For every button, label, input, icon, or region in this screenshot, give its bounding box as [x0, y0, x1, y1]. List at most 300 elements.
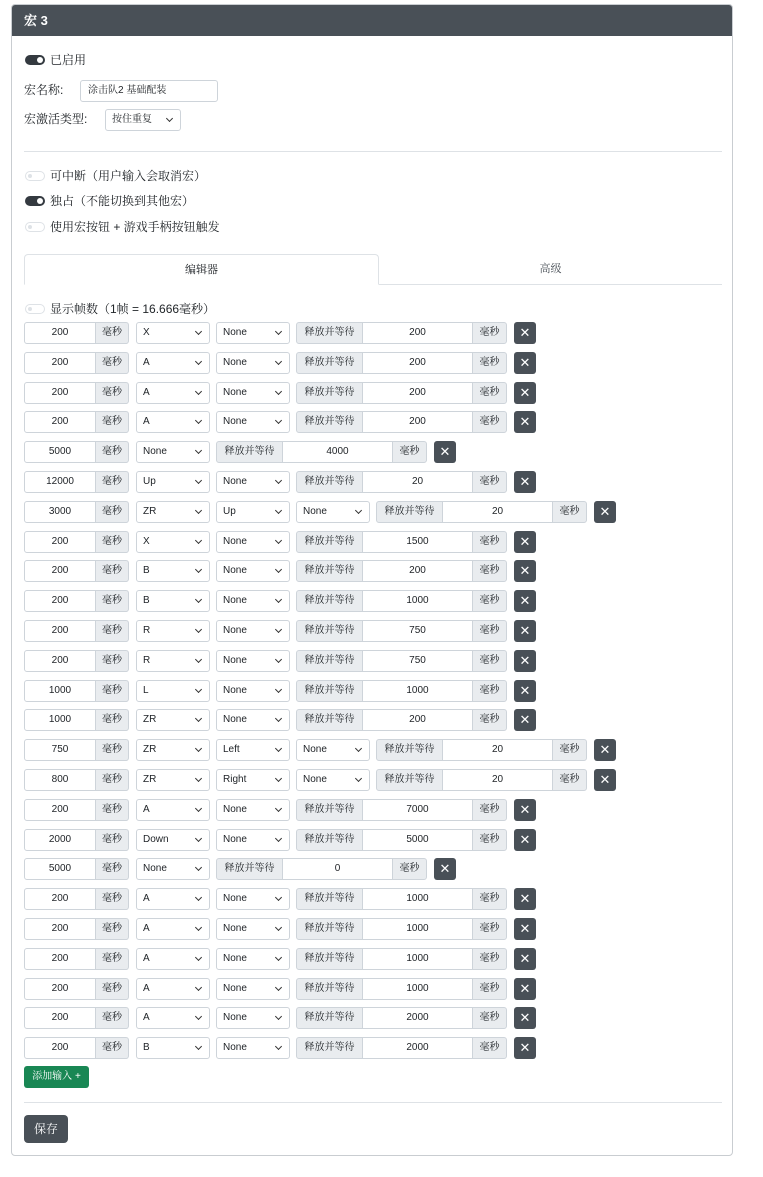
button-select[interactable]: [136, 620, 210, 642]
chevron-down-icon: [195, 775, 202, 782]
interruptible-label: 可中断（用户输入会取消宏）: [50, 169, 207, 183]
button-select[interactable]: [136, 322, 210, 344]
duration-unit: 毫秒: [95, 680, 129, 702]
button-select-value: A: [143, 923, 150, 934]
button-select-value: Right: [223, 774, 247, 785]
button-select-value: None: [223, 625, 247, 636]
wait-unit: 毫秒: [472, 382, 507, 404]
button-select-value: L: [143, 685, 149, 696]
button-select-value: X: [143, 327, 150, 338]
add-input-button[interactable]: 添加输入 +: [24, 1066, 89, 1088]
wait-input[interactable]: 750: [362, 620, 473, 642]
button-select[interactable]: [136, 382, 210, 404]
delete-row-button[interactable]: ✕: [514, 1037, 536, 1059]
wait-input[interactable]: 750: [362, 650, 473, 672]
button-select[interactable]: [136, 471, 210, 493]
button-select[interactable]: [216, 709, 290, 731]
chevron-down-icon: [275, 626, 282, 633]
chevron-down-icon: [275, 417, 282, 424]
delete-row-button[interactable]: ✕: [514, 709, 536, 731]
wait-unit: 毫秒: [472, 322, 507, 344]
duration-input[interactable]: 200: [24, 411, 96, 433]
wait-input[interactable]: 200: [362, 560, 473, 582]
duration-input[interactable]: 1000: [24, 680, 96, 702]
button-select[interactable]: [296, 739, 370, 761]
chevron-down-icon: [275, 1043, 282, 1050]
button-select-value: None: [223, 804, 247, 815]
chevron-down-icon: [195, 507, 202, 514]
button-select[interactable]: [136, 978, 210, 1000]
wait-unit: 毫秒: [392, 441, 427, 463]
wait-unit: 毫秒: [472, 829, 507, 851]
button-select-value: None: [223, 1012, 247, 1023]
chevron-down-icon: [195, 1013, 202, 1020]
button-select-value: B: [143, 595, 150, 606]
button-select[interactable]: [136, 709, 210, 731]
button-select-value: None: [223, 357, 247, 368]
button-select[interactable]: [136, 918, 210, 940]
button-select[interactable]: [136, 531, 210, 553]
release-wait-label: 释放并等待: [296, 590, 363, 612]
duration-input[interactable]: 2000: [24, 829, 96, 851]
duration-unit: 毫秒: [95, 560, 129, 582]
table-row: [24, 769, 644, 791]
duration-unit: 毫秒: [95, 411, 129, 433]
release-wait-label: 释放并等待: [216, 441, 283, 463]
button-select[interactable]: [216, 411, 290, 433]
button-select[interactable]: [136, 411, 210, 433]
duration-input[interactable]: 200: [24, 1007, 96, 1029]
wait-unit: 毫秒: [472, 799, 507, 821]
duration-input[interactable]: 200: [24, 1037, 96, 1059]
button-select-value: None: [223, 565, 247, 576]
combo-trigger-label: 使用宏按钮 + 游戏手柄按钮触发: [50, 220, 220, 234]
chevron-down-icon: [195, 656, 202, 663]
button-select-value: A: [143, 893, 150, 904]
duration-input[interactable]: 200: [24, 948, 96, 970]
duration-input[interactable]: 1000: [24, 709, 96, 731]
duration-input[interactable]: 12000: [24, 471, 96, 493]
chevron-down-icon: [355, 507, 362, 514]
duration-input[interactable]: 200: [24, 560, 96, 582]
button-select[interactable]: [216, 829, 290, 851]
chevron-down-icon: [195, 596, 202, 603]
release-wait-label: 释放并等待: [376, 501, 443, 523]
release-wait-label: 释放并等待: [376, 739, 443, 761]
delete-row-button[interactable]: ✕: [514, 411, 536, 433]
wait-input[interactable]: 20: [442, 739, 553, 761]
delete-row-button[interactable]: ✕: [514, 322, 536, 344]
chevron-down-icon: [195, 715, 202, 722]
duration-unit: 毫秒: [95, 948, 129, 970]
delete-row-button[interactable]: ✕: [514, 352, 536, 374]
chevron-down-icon: [195, 984, 202, 991]
chevron-down-icon: [195, 805, 202, 812]
button-select-value: None: [303, 744, 327, 755]
show-frames-label: 显示帧数（1帧 = 16.666毫秒）: [50, 302, 216, 316]
wait-input[interactable]: 200: [362, 411, 473, 433]
release-wait-label: 释放并等待: [296, 680, 363, 702]
duration-input[interactable]: 200: [24, 799, 96, 821]
release-wait-label: 释放并等待: [296, 352, 363, 374]
button-select-value: Up: [223, 506, 236, 517]
release-wait-label: 释放并等待: [296, 888, 363, 910]
duration-input[interactable]: 750: [24, 739, 96, 761]
button-select[interactable]: [296, 501, 370, 523]
macro-name-label: 宏名称:: [24, 83, 64, 97]
wait-unit: 毫秒: [472, 560, 507, 582]
delete-row-button[interactable]: ✕: [514, 978, 536, 1000]
delete-row-button[interactable]: ✕: [514, 560, 536, 582]
duration-input[interactable]: 200: [24, 978, 96, 1000]
button-select[interactable]: [216, 501, 290, 523]
wait-unit: 毫秒: [552, 739, 587, 761]
button-select-value: R: [143, 625, 151, 636]
interruptible-toggle[interactable]: [25, 171, 45, 181]
release-wait-label: 释放并等待: [296, 322, 363, 344]
wait-unit: 毫秒: [472, 948, 507, 970]
delete-row-button[interactable]: ✕: [594, 501, 616, 523]
wait-input[interactable]: 200: [362, 709, 473, 731]
release-wait-label: 释放并等待: [296, 411, 363, 433]
chevron-down-icon: [195, 537, 202, 544]
card-header-title: 宏 3: [12, 5, 732, 36]
delete-row-button[interactable]: ✕: [434, 858, 456, 880]
table-row: [24, 888, 644, 910]
duration-unit: 毫秒: [95, 650, 129, 672]
wait-unit: 毫秒: [472, 1007, 507, 1029]
button-select[interactable]: [136, 769, 210, 791]
button-select[interactable]: [216, 978, 290, 1000]
wait-unit: 毫秒: [472, 709, 507, 731]
wait-input[interactable]: 1000: [362, 888, 473, 910]
button-select-value: None: [303, 506, 327, 517]
duration-input[interactable]: 200: [24, 590, 96, 612]
wait-input[interactable]: 0: [282, 858, 393, 880]
release-wait-label: 释放并等待: [296, 709, 363, 731]
button-select[interactable]: [216, 769, 290, 791]
chevron-down-icon: [195, 686, 202, 693]
button-select[interactable]: [216, 680, 290, 702]
chevron-down-icon: [275, 775, 282, 782]
button-select-value: None: [223, 714, 247, 725]
button-select[interactable]: [216, 352, 290, 374]
button-select[interactable]: [136, 650, 210, 672]
duration-unit: 毫秒: [95, 471, 129, 493]
wait-unit: 毫秒: [472, 531, 507, 553]
duration-unit: 毫秒: [95, 501, 129, 523]
wait-input[interactable]: 20: [442, 769, 553, 791]
wait-input[interactable]: 2000: [362, 1007, 473, 1029]
duration-input[interactable]: 3000: [24, 501, 96, 523]
duration-input[interactable]: 200: [24, 531, 96, 553]
delete-row-button[interactable]: ✕: [514, 799, 536, 821]
button-select-value: A: [143, 357, 150, 368]
button-select-value: Down: [143, 834, 169, 845]
button-select-value: ZR: [143, 774, 157, 785]
duration-input[interactable]: 200: [24, 322, 96, 344]
release-wait-label: 释放并等待: [296, 948, 363, 970]
table-row: [24, 441, 644, 463]
button-select-value: A: [143, 983, 150, 994]
button-select[interactable]: [136, 590, 210, 612]
release-wait-label: 释放并等待: [296, 829, 363, 851]
button-select-value: A: [143, 1012, 150, 1023]
button-select-value: None: [223, 834, 247, 845]
chevron-down-icon: [195, 924, 202, 931]
table-row: [24, 948, 644, 970]
duration-input[interactable]: 200: [24, 620, 96, 642]
table-row: [24, 680, 644, 702]
duration-unit: 毫秒: [95, 799, 129, 821]
table-row: [24, 322, 644, 344]
button-select[interactable]: [216, 382, 290, 404]
table-row: [24, 978, 644, 1000]
macro-name-input[interactable]: 涂击队2 基础配装: [80, 80, 218, 102]
table-row: [24, 858, 644, 880]
button-select[interactable]: [136, 560, 210, 582]
duration-input[interactable]: 200: [24, 650, 96, 672]
button-select[interactable]: [216, 799, 290, 821]
release-wait-label: 释放并等待: [296, 471, 363, 493]
chevron-down-icon: [355, 745, 362, 752]
wait-unit: 毫秒: [472, 352, 507, 374]
chevron-down-icon: [275, 388, 282, 395]
button-select[interactable]: [296, 769, 370, 791]
chevron-down-icon: [275, 656, 282, 663]
button-select-value: B: [143, 1042, 150, 1053]
button-select[interactable]: [216, 531, 290, 553]
wait-unit: 毫秒: [472, 650, 507, 672]
chevron-down-icon: [195, 1043, 202, 1050]
button-select[interactable]: [216, 322, 290, 344]
delete-row-button[interactable]: ✕: [514, 471, 536, 493]
delete-row-button[interactable]: ✕: [514, 888, 536, 910]
button-select[interactable]: [136, 888, 210, 910]
chevron-down-icon: [195, 417, 202, 424]
button-select-value: None: [223, 1042, 247, 1053]
button-select[interactable]: [136, 829, 210, 851]
save-button[interactable]: 保存: [24, 1115, 68, 1143]
button-select-value: Left: [223, 744, 240, 755]
button-select[interactable]: [136, 739, 210, 761]
button-select[interactable]: [136, 352, 210, 374]
button-select-value: A: [143, 804, 150, 815]
chevron-down-icon: [275, 745, 282, 752]
button-select-value: None: [143, 446, 167, 457]
table-row: [24, 471, 644, 493]
wait-unit: 毫秒: [472, 590, 507, 612]
button-select[interactable]: [216, 739, 290, 761]
release-wait-label: 释放并等待: [216, 858, 283, 880]
chevron-down-icon: [195, 835, 202, 842]
duration-input[interactable]: 200: [24, 382, 96, 404]
release-wait-label: 释放并等待: [296, 799, 363, 821]
button-select[interactable]: [216, 650, 290, 672]
button-select[interactable]: [216, 948, 290, 970]
duration-unit: 毫秒: [95, 829, 129, 851]
delete-row-button[interactable]: ✕: [514, 590, 536, 612]
wait-unit: 毫秒: [472, 918, 507, 940]
chevron-down-icon: [275, 954, 282, 961]
duration-input[interactable]: 200: [24, 918, 96, 940]
chevron-down-icon: [195, 328, 202, 335]
button-select[interactable]: [216, 1007, 290, 1029]
button-select-value: None: [143, 863, 167, 874]
tab-editor[interactable]: 编辑器: [24, 254, 379, 285]
button-select[interactable]: [136, 680, 210, 702]
button-select[interactable]: [216, 918, 290, 940]
table-row: [24, 411, 644, 433]
button-select[interactable]: [136, 501, 210, 523]
show-frames-toggle[interactable]: [25, 304, 45, 314]
duration-unit: 毫秒: [95, 888, 129, 910]
delete-row-button[interactable]: ✕: [514, 1007, 536, 1029]
delete-row-button[interactable]: ✕: [514, 948, 536, 970]
duration-unit: 毫秒: [95, 531, 129, 553]
delete-row-button[interactable]: ✕: [594, 739, 616, 761]
chevron-down-icon: [275, 984, 282, 991]
duration-input[interactable]: 200: [24, 888, 96, 910]
wait-input[interactable]: 2000: [362, 1037, 473, 1059]
activation-type-label: 宏激活类型:: [24, 112, 88, 126]
button-select-value: None: [223, 655, 247, 666]
chevron-down-icon: [275, 715, 282, 722]
release-wait-label: 释放并等待: [296, 918, 363, 940]
release-wait-label: 释放并等待: [296, 650, 363, 672]
chevron-down-icon: [275, 1013, 282, 1020]
chevron-down-icon: [195, 626, 202, 633]
activation-type-select[interactable]: [105, 109, 181, 131]
chevron-down-icon: [195, 745, 202, 752]
button-select-value: ZR: [143, 714, 157, 725]
delete-row-button[interactable]: ✕: [594, 769, 616, 791]
combo-trigger-toggle[interactable]: [25, 222, 45, 232]
button-select-value: None: [223, 327, 247, 338]
duration-unit: 毫秒: [95, 709, 129, 731]
chevron-down-icon: [275, 894, 282, 901]
button-select[interactable]: [216, 590, 290, 612]
chevron-down-icon: [275, 924, 282, 931]
duration-input[interactable]: 5000: [24, 858, 96, 880]
button-select[interactable]: [136, 1007, 210, 1029]
release-wait-label: 释放并等待: [296, 1007, 363, 1029]
duration-input[interactable]: 800: [24, 769, 96, 791]
wait-input[interactable]: 200: [362, 322, 473, 344]
chevron-down-icon: [195, 447, 202, 454]
table-row: [24, 739, 644, 761]
chevron-down-icon: [195, 894, 202, 901]
delete-row-button[interactable]: ✕: [514, 382, 536, 404]
wait-input[interactable]: 200: [362, 352, 473, 374]
table-row: [24, 650, 644, 672]
button-select[interactable]: [216, 888, 290, 910]
table-row: [24, 531, 644, 553]
chevron-down-icon: [275, 328, 282, 335]
delete-row-button[interactable]: ✕: [514, 680, 536, 702]
button-select[interactable]: [216, 471, 290, 493]
wait-unit: 毫秒: [552, 769, 587, 791]
delete-row-button[interactable]: ✕: [514, 650, 536, 672]
duration-unit: 毫秒: [95, 918, 129, 940]
button-select-value: None: [223, 476, 247, 487]
button-select-value: ZR: [143, 506, 157, 517]
chevron-down-icon: [275, 835, 282, 842]
button-select-value: None: [223, 387, 247, 398]
duration-unit: 毫秒: [95, 1007, 129, 1029]
delete-row-button[interactable]: ✕: [514, 918, 536, 940]
wait-unit: 毫秒: [472, 680, 507, 702]
wait-input[interactable]: 20: [442, 501, 553, 523]
button-select-value: A: [143, 953, 150, 964]
button-select[interactable]: [136, 799, 210, 821]
button-select[interactable]: [136, 858, 210, 880]
table-row: [24, 1007, 644, 1029]
delete-row-button[interactable]: ✕: [514, 531, 536, 553]
duration-unit: 毫秒: [95, 1037, 129, 1059]
wait-unit: 毫秒: [472, 471, 507, 493]
release-wait-label: 释放并等待: [296, 560, 363, 582]
button-select[interactable]: [136, 948, 210, 970]
wait-input[interactable]: 7000: [362, 799, 473, 821]
chevron-down-icon: [166, 115, 173, 122]
wait-input[interactable]: 200: [362, 382, 473, 404]
wait-input[interactable]: 5000: [362, 829, 473, 851]
wait-input[interactable]: 1000: [362, 590, 473, 612]
wait-input[interactable]: 1000: [362, 948, 473, 970]
table-row: [24, 1037, 644, 1059]
button-select[interactable]: [136, 441, 210, 463]
delete-row-button[interactable]: ✕: [514, 620, 536, 642]
release-wait-label: 释放并等待: [296, 978, 363, 1000]
button-select-value: B: [143, 565, 150, 576]
button-select-value: None: [223, 923, 247, 934]
duration-input[interactable]: 200: [24, 352, 96, 374]
tab-advanced[interactable]: 高级: [539, 263, 562, 275]
chevron-down-icon: [195, 477, 202, 484]
duration-unit: 毫秒: [95, 858, 129, 880]
button-select-value: None: [223, 983, 247, 994]
button-select-value: A: [143, 416, 150, 427]
chevron-down-icon: [275, 358, 282, 365]
chevron-down-icon: [275, 566, 282, 573]
button-select-value: X: [143, 536, 150, 547]
table-row: [24, 560, 644, 582]
wait-input[interactable]: 20: [362, 471, 473, 493]
exclusive-toggle[interactable]: [25, 196, 45, 206]
wait-input[interactable]: 1000: [362, 978, 473, 1000]
button-select-value: None: [223, 685, 247, 696]
button-select-value: None: [223, 536, 247, 547]
wait-input[interactable]: 1000: [362, 680, 473, 702]
wait-input[interactable]: 1000: [362, 918, 473, 940]
wait-input[interactable]: 4000: [282, 441, 393, 463]
enabled-toggle[interactable]: [25, 55, 45, 65]
button-select[interactable]: [216, 560, 290, 582]
delete-row-button[interactable]: ✕: [434, 441, 456, 463]
wait-input[interactable]: 1500: [362, 531, 473, 553]
chevron-down-icon: [195, 358, 202, 365]
wait-unit: 毫秒: [472, 411, 507, 433]
table-row: [24, 709, 644, 731]
button-select[interactable]: [216, 620, 290, 642]
button-select[interactable]: [136, 1037, 210, 1059]
duration-unit: 毫秒: [95, 769, 129, 791]
delete-row-button[interactable]: ✕: [514, 829, 536, 851]
duration-input[interactable]: 5000: [24, 441, 96, 463]
wait-unit: 毫秒: [392, 858, 427, 880]
button-select[interactable]: [216, 1037, 290, 1059]
